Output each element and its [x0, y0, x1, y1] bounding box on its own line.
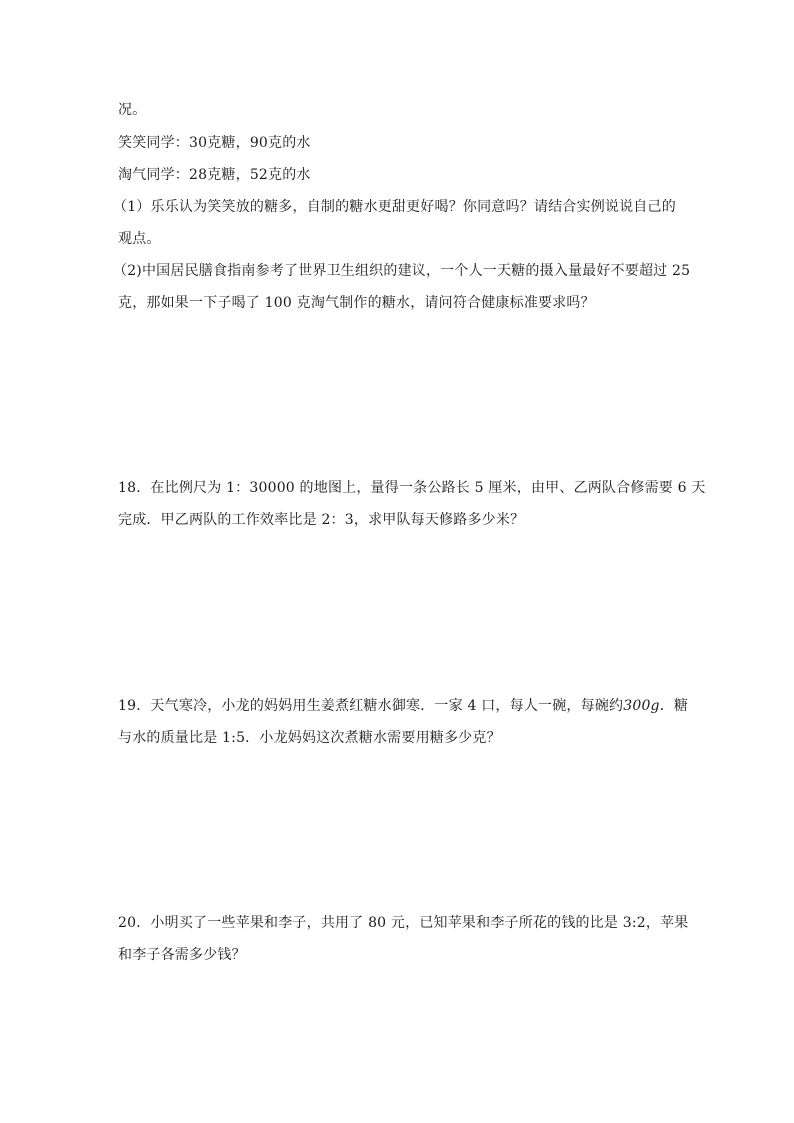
- q17-xiaoxiao-data: 笑笑同学：30克糖，90克的水: [118, 135, 311, 151]
- q19-line-1: [118, 696, 688, 716]
- q17-subquestion-2-line-2: 克，那如果一下子喝了 100 克淘气制作的糖水，请问符合健康标准要求吗？: [118, 295, 595, 311]
- q17-context-tail: 况。: [118, 102, 147, 118]
- q17-subquestion-1-line-1: （1）乐乐认为笑笑放的糖多，自制的糖水更甜更好喝？你同意吗？请结合实例说说自己的: [113, 199, 676, 215]
- q17-subquestion-1-line-2: 观点。: [118, 231, 161, 247]
- q18-line-2: 完成．甲乙两队的工作效率比是 2：3，求甲队每天修路多少米？: [118, 512, 525, 528]
- q20-line-1: 20．小明买了一些苹果和李子，共用了 80 元，已知苹果和李子所花的钱的比是 3:2，苹果: [118, 915, 689, 931]
- q20-line-2: 和李子各需多少钱？: [118, 947, 246, 963]
- q17-subquestion-2-line-1: （2)中国居民膳食指南参考了世界卫生组织的建议，一个人一天糖的摄入量最好不要超过 25: [113, 263, 691, 279]
- q17-taoqi-data: 淘气同学：28克糖，52克的水: [118, 167, 311, 183]
- q18-line-1: 18．在比例尺为 1：30000 的地图上，量得一条公路长 5 厘米，由甲、乙两队合修需要 6 天: [118, 480, 706, 496]
- q19-text-before: 19．天气寒冷，小龙的妈妈用生姜煮红糖水御寒．一家 4 口，每人一碗，每碗约: [118, 698, 624, 714]
- q19-text-after: ．糖: [659, 698, 689, 714]
- q19-math-mass: 300g: [623, 698, 660, 714]
- q19-line-2: 与水的质量比是 1:5．小龙妈妈这次煮糖水需要用糖多少克？: [118, 730, 501, 746]
